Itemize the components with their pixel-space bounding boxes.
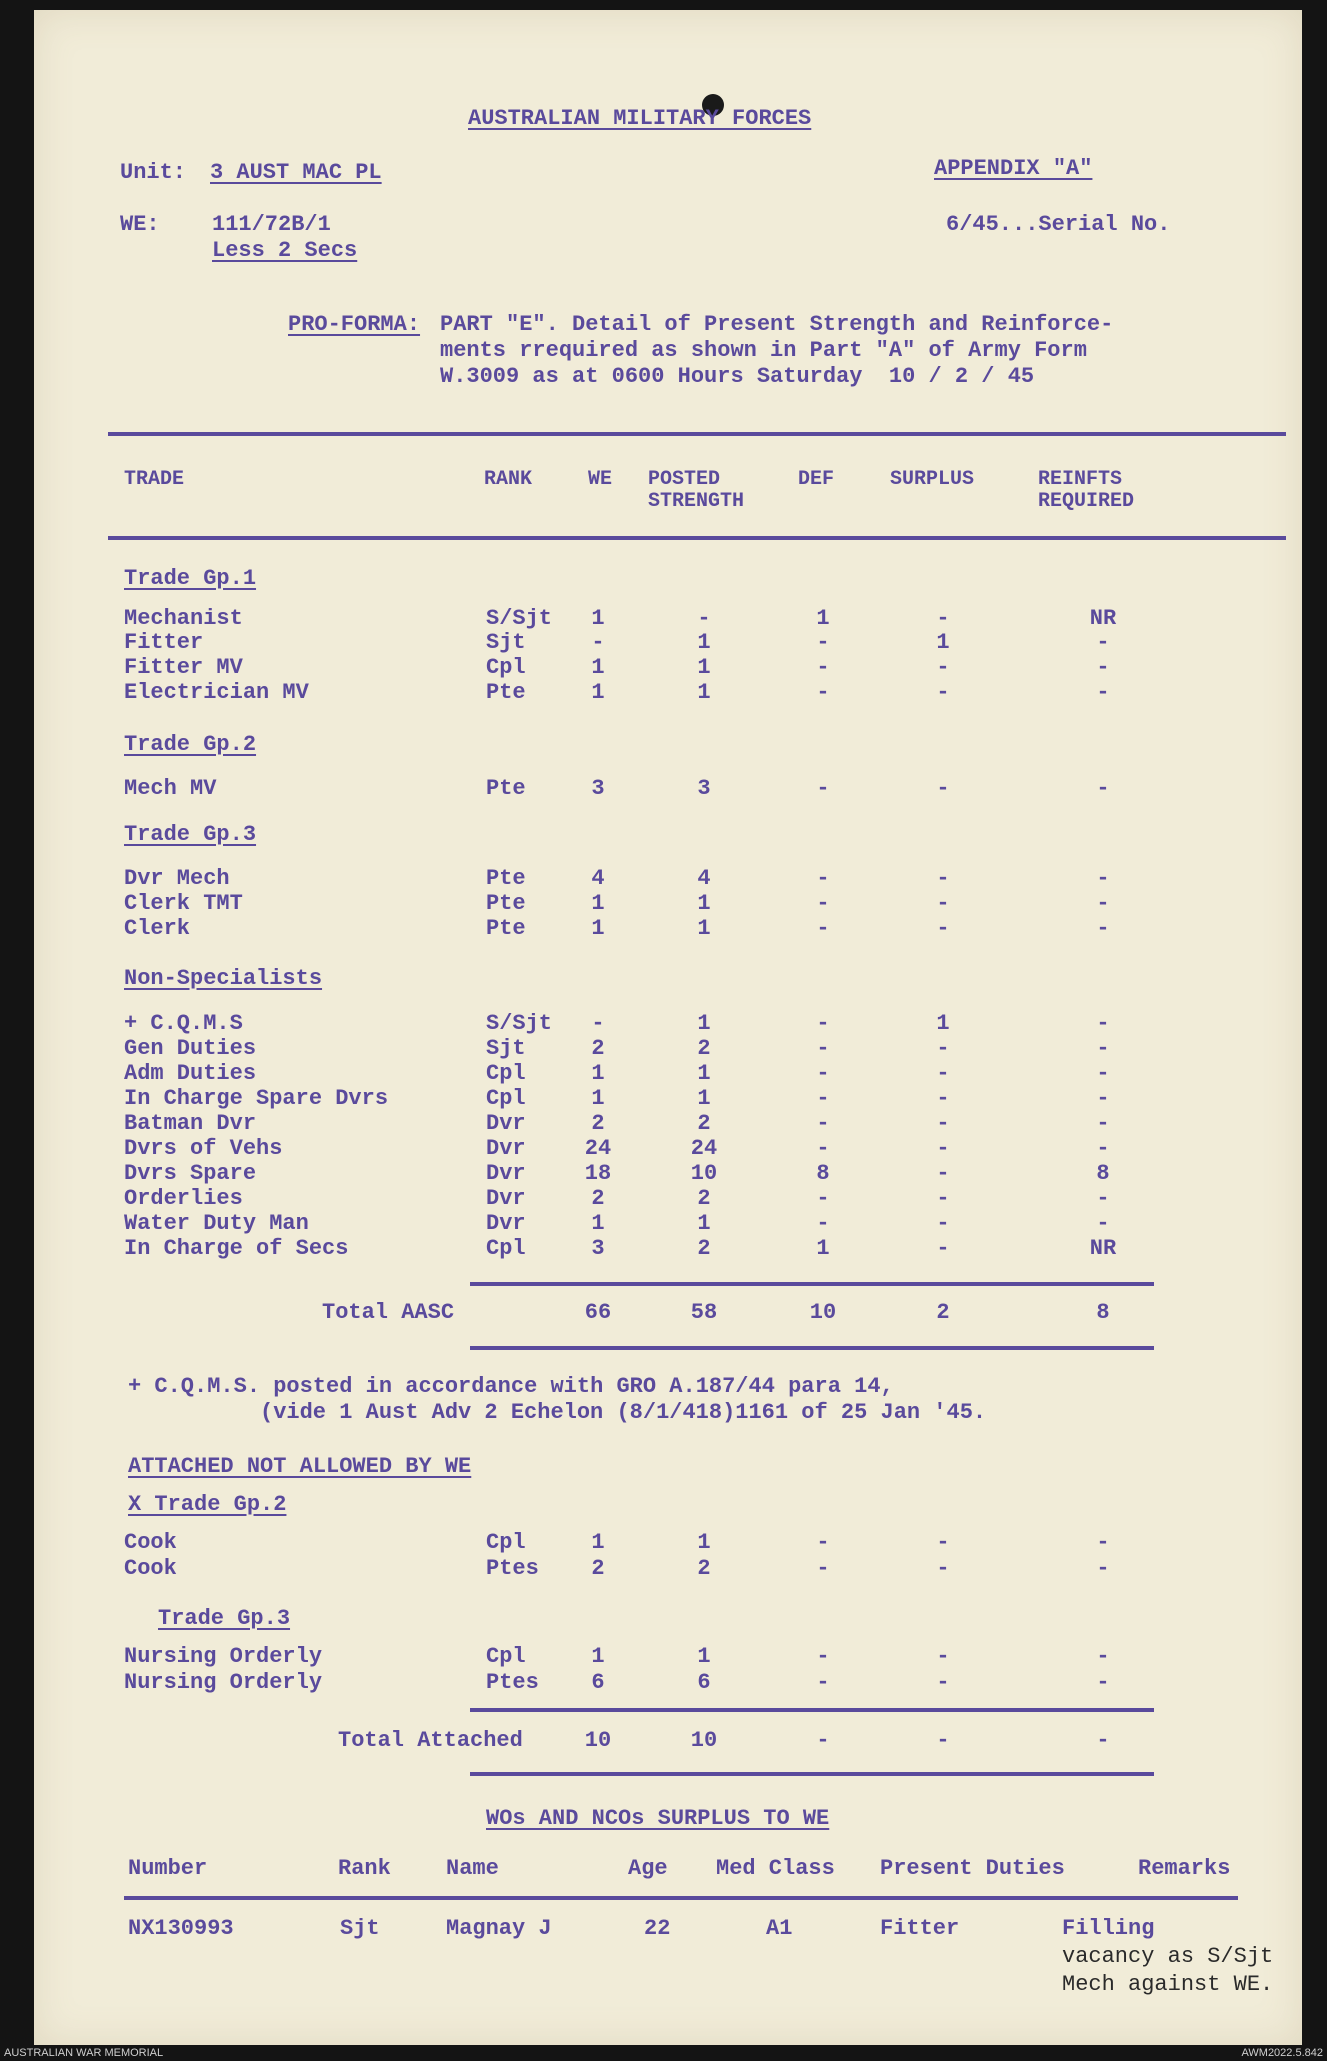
- cell-rank: Pte: [486, 866, 526, 891]
- cell-def: -: [816, 916, 830, 941]
- surplus-header-2: Name: [446, 1856, 499, 1881]
- cell-def: -: [816, 1086, 830, 1111]
- cell-posted: 1: [697, 916, 711, 941]
- attached-trade-gp3: Trade Gp.3: [158, 1606, 291, 1631]
- cell-posted: 1: [697, 680, 711, 705]
- total-attached-row: [0, 1728, 1327, 1752]
- cell-reinfts: NR: [1089, 606, 1117, 631]
- cell-surplus: -: [936, 1036, 950, 1061]
- table-row: [0, 916, 1327, 940]
- cell-rank: Pte: [486, 680, 526, 705]
- cell-we: 1: [591, 1644, 605, 1669]
- cell-surplus: -: [936, 1111, 950, 1136]
- cell-surplus: -: [936, 606, 950, 631]
- cell-we: 1: [591, 680, 605, 705]
- table-row: [0, 1136, 1327, 1160]
- cell-posted: 2: [697, 1036, 711, 1061]
- cell-rank: Sjt: [486, 630, 526, 655]
- col-def: DEF: [798, 468, 835, 491]
- cell-posted: 3: [697, 776, 711, 801]
- cell-def: -: [816, 1111, 830, 1136]
- table-row: [0, 1111, 1327, 1135]
- cell-posted: 1: [697, 1644, 711, 1669]
- serial-number: 6/45...Serial No.: [946, 212, 1171, 237]
- cell-rank: Pte: [486, 776, 526, 801]
- total-attached-label: Total Attached: [338, 1728, 523, 1753]
- cell-trade: Mech MV: [124, 776, 217, 801]
- cell-reinfts: -: [1096, 1011, 1110, 1036]
- cell-reinfts: -: [1096, 1036, 1110, 1061]
- table-row: [0, 680, 1327, 704]
- cell-reinfts: -: [1096, 1211, 1110, 1236]
- cell-posted: 1: [697, 630, 711, 655]
- cell-rank: Pte: [486, 891, 526, 916]
- cell-def: -: [816, 655, 830, 680]
- cell-reinfts: -: [1096, 1556, 1110, 1581]
- cell-rank: Cpl: [486, 1236, 526, 1261]
- cell-we: 2: [591, 1186, 605, 1211]
- unit-label: Unit:: [120, 160, 187, 185]
- cell-reinfts: -: [1096, 1061, 1110, 1086]
- footer-left: AUSTRALIAN WAR MEMORIAL: [4, 2047, 164, 2059]
- cell-surplus: -: [936, 1136, 950, 1161]
- table-row: [0, 1186, 1327, 1210]
- table-row: [0, 1556, 1327, 1580]
- total-attached-we: 10: [584, 1728, 612, 1753]
- cell-reinfts: -: [1096, 776, 1110, 801]
- cell-def: -: [816, 891, 830, 916]
- cell-trade: Fitter MV: [124, 655, 243, 680]
- total-aasc-reinfts: 8: [1096, 1300, 1110, 1325]
- cell-posted: 6: [697, 1670, 711, 1695]
- cell-surplus: -: [936, 1670, 950, 1695]
- cell-def: -: [816, 1530, 830, 1555]
- table-row: [0, 1211, 1327, 1235]
- cell-trade: Adm Duties: [124, 1061, 257, 1086]
- cell-posted: 2: [697, 1556, 711, 1581]
- cell-rank: Dvr: [486, 1111, 526, 1136]
- table-row: [0, 630, 1327, 654]
- attached-rule-bottom: [470, 1772, 1154, 1776]
- cell-we: 1: [591, 916, 605, 941]
- total-rule-top: [470, 1282, 1154, 1286]
- cell-reinfts: -: [1096, 916, 1110, 941]
- unit-value: 3 AUST MAC PL: [210, 160, 382, 185]
- cell-we: 24: [584, 1136, 612, 1161]
- cell-surplus: -: [936, 1211, 950, 1236]
- table-row: [0, 1644, 1327, 1668]
- cell-rank: Cpl: [486, 1644, 526, 1669]
- cell-rank: Dvr: [486, 1211, 526, 1236]
- cell-reinfts: -: [1096, 680, 1110, 705]
- proforma-line-1: PART "E". Detail of Present Strength and Reinforce-: [440, 312, 1114, 337]
- cell-rank: Cpl: [486, 1086, 526, 1111]
- we-label: WE:: [120, 212, 160, 237]
- cell-surplus: -: [936, 1530, 950, 1555]
- cell-trade: Mechanist: [124, 606, 243, 631]
- cell-we: 2: [591, 1556, 605, 1581]
- header-rule-bottom: [108, 536, 1286, 540]
- group-heading-trade-gp1: Trade Gp.1: [124, 566, 257, 591]
- total-aasc-row: [0, 1300, 1327, 1324]
- table-row: [0, 655, 1327, 679]
- surplus-number: NX130993: [128, 1916, 234, 1941]
- cell-posted: 1: [697, 1530, 711, 1555]
- surplus-section-title: WOs AND NCOs SURPLUS TO WE: [486, 1806, 830, 1831]
- cell-reinfts: -: [1096, 1670, 1110, 1695]
- col-trade: TRADE: [124, 468, 185, 491]
- total-aasc-we: 66: [584, 1300, 612, 1325]
- cell-def: -: [816, 680, 830, 705]
- cell-posted: 2: [697, 1236, 711, 1261]
- table-row: [0, 1086, 1327, 1110]
- table-row: [0, 606, 1327, 630]
- surplus-header-6: Remarks: [1138, 1856, 1231, 1881]
- cell-def: 8: [816, 1161, 830, 1186]
- cell-trade: Gen Duties: [124, 1036, 257, 1061]
- cell-surplus: -: [936, 1161, 950, 1186]
- surplus-remarks-1: Filling: [1062, 1916, 1155, 1941]
- cell-surplus: 1: [936, 1011, 950, 1036]
- surplus-header-0: Number: [128, 1856, 208, 1881]
- cell-reinfts: -: [1096, 866, 1110, 891]
- cell-we: 4: [591, 866, 605, 891]
- cell-trade: In Charge of Secs: [124, 1236, 349, 1261]
- cell-rank: S/Sjt: [486, 606, 553, 631]
- cell-posted: 2: [697, 1186, 711, 1211]
- cell-we: 1: [591, 655, 605, 680]
- cell-trade: Cook: [124, 1556, 177, 1581]
- cell-def: -: [816, 1061, 830, 1086]
- cell-trade: Dvr Mech: [124, 866, 230, 891]
- cell-we: 3: [591, 776, 605, 801]
- cell-reinfts: 8: [1096, 1161, 1110, 1186]
- cell-reinfts: -: [1096, 1644, 1110, 1669]
- we-value: 111/72B/1: [212, 212, 331, 237]
- cell-trade: Nursing Orderly: [124, 1644, 323, 1669]
- col-we: WE: [588, 468, 613, 491]
- cell-def: -: [816, 1036, 830, 1061]
- total-aasc-def: 10: [809, 1300, 837, 1325]
- table-row: [0, 1161, 1327, 1185]
- cell-def: 1: [816, 1236, 830, 1261]
- col-posted-1: POSTED: [648, 468, 721, 491]
- attached-title: ATTACHED NOT ALLOWED BY WE: [128, 1454, 472, 1479]
- cell-we: 1: [591, 1530, 605, 1555]
- cell-posted: 24: [690, 1136, 718, 1161]
- cell-we: 18: [584, 1161, 612, 1186]
- cell-trade: In Charge Spare Dvrs: [124, 1086, 389, 1111]
- cell-trade: Water Duty Man: [124, 1211, 309, 1236]
- total-attached-surplus: -: [936, 1728, 950, 1753]
- surplus-rank: Sjt: [340, 1916, 380, 1941]
- total-attached-posted: 10: [690, 1728, 718, 1753]
- total-attached-def: -: [816, 1728, 830, 1753]
- cell-rank: Cpl: [486, 1061, 526, 1086]
- note-line-1: + C.Q.M.S. posted in accordance with GRO A.187/44 para 14,: [128, 1374, 894, 1399]
- proforma-line-2: ments rrequired as shown in Part "A" of Army Form: [440, 338, 1087, 363]
- cell-surplus: -: [936, 916, 950, 941]
- table-row: [0, 1236, 1327, 1260]
- cell-posted: 1: [697, 1061, 711, 1086]
- proforma-line-3: W.3009 as at 0600 Hours Saturday 10 / 2 / 45: [440, 364, 1035, 389]
- cell-reinfts: -: [1096, 1186, 1110, 1211]
- cell-trade: Cook: [124, 1530, 177, 1555]
- table-row: [0, 1530, 1327, 1554]
- surplus-header-4: Med Class: [716, 1856, 835, 1881]
- note-line-2: (vide 1 Aust Adv 2 Echelon (8/1/418)1161 of 25 Jan '45.: [260, 1400, 987, 1425]
- cell-rank: Cpl: [486, 655, 526, 680]
- cell-posted: 4: [697, 866, 711, 891]
- cell-def: -: [816, 866, 830, 891]
- cell-rank: Ptes: [486, 1556, 539, 1581]
- table-row: [0, 891, 1327, 915]
- cell-rank: Dvr: [486, 1136, 526, 1161]
- we-value-secondary: Less 2 Secs: [212, 238, 358, 263]
- total-rule-bottom: [470, 1346, 1154, 1350]
- cell-def: -: [816, 1011, 830, 1036]
- cell-reinfts: -: [1096, 1530, 1110, 1555]
- group-heading-non-specialists: Non-Specialists: [124, 966, 323, 991]
- cell-posted: 1: [697, 1011, 711, 1036]
- cell-reinfts: -: [1096, 891, 1110, 916]
- col-posted-2: STRENGTH: [648, 490, 745, 513]
- cell-we: 1: [591, 891, 605, 916]
- cell-we: -: [591, 630, 605, 655]
- cell-rank: S/Sjt: [486, 1011, 553, 1036]
- cell-def: -: [816, 776, 830, 801]
- cell-surplus: -: [936, 1236, 950, 1261]
- cell-def: -: [816, 630, 830, 655]
- cell-posted: 1: [697, 891, 711, 916]
- surplus-age: 22: [644, 1916, 671, 1941]
- cell-surplus: -: [936, 1061, 950, 1086]
- cell-we: 2: [591, 1111, 605, 1136]
- header-rule-top: [108, 432, 1286, 436]
- proforma-label: PRO-FORMA:: [288, 312, 421, 337]
- cell-trade: + C.Q.M.S: [124, 1011, 243, 1036]
- surplus-present-duties: Fitter: [880, 1916, 960, 1941]
- cell-rank: Sjt: [486, 1036, 526, 1061]
- cell-trade: Electrician MV: [124, 680, 309, 705]
- cell-surplus: -: [936, 1186, 950, 1211]
- cell-def: -: [816, 1136, 830, 1161]
- cell-reinfts: -: [1096, 1136, 1110, 1161]
- cell-rank: Dvr: [486, 1186, 526, 1211]
- surplus-remarks-2: vacancy as S/Sjt: [1062, 1944, 1274, 1969]
- cell-surplus: -: [936, 655, 950, 680]
- cell-reinfts: -: [1096, 655, 1110, 680]
- table-row: [0, 1670, 1327, 1694]
- cell-posted: -: [697, 606, 711, 631]
- surplus-med-class: A1: [766, 1916, 793, 1941]
- total-aasc-label: Total AASC: [322, 1300, 455, 1325]
- cell-posted: 10: [690, 1161, 718, 1186]
- cell-trade: Batman Dvr: [124, 1111, 257, 1136]
- document-title: AUSTRALIAN MILITARY FORCES: [468, 106, 812, 131]
- col-surplus: SURPLUS: [890, 468, 975, 491]
- cell-posted: 1: [697, 1211, 711, 1236]
- footer-right: AWM2022.5.842: [1241, 2047, 1323, 2059]
- group-heading-trade-gp2: Trade Gp.2: [124, 732, 257, 757]
- appendix-label: APPENDIX "A": [934, 156, 1093, 181]
- cell-surplus: -: [936, 1644, 950, 1669]
- cell-surplus: -: [936, 776, 950, 801]
- cell-posted: 2: [697, 1111, 711, 1136]
- cell-def: -: [816, 1556, 830, 1581]
- cell-def: 1: [816, 606, 830, 631]
- cell-trade: Fitter: [124, 630, 204, 655]
- table-row: [0, 776, 1327, 800]
- total-attached-reinfts: -: [1096, 1728, 1110, 1753]
- cell-trade: Nursing Orderly: [124, 1670, 323, 1695]
- cell-trade: Dvrs Spare: [124, 1161, 257, 1186]
- col-rank: RANK: [484, 468, 533, 491]
- surplus-header-3: Age: [628, 1856, 668, 1881]
- group-heading-trade-gp3: Trade Gp.3: [124, 822, 257, 847]
- surplus-header-1: Rank: [338, 1856, 391, 1881]
- cell-def: -: [816, 1670, 830, 1695]
- cell-reinfts: -: [1096, 630, 1110, 655]
- col-reinfts-2: REQUIRED: [1038, 490, 1135, 513]
- cell-surplus: -: [936, 1556, 950, 1581]
- cell-we: 1: [591, 1086, 605, 1111]
- cell-rank: Cpl: [486, 1530, 526, 1555]
- table-row: [0, 1011, 1327, 1035]
- cell-we: 3: [591, 1236, 605, 1261]
- table-row: [0, 866, 1327, 890]
- surplus-name: Magnay J: [446, 1916, 552, 1941]
- cell-we: -: [591, 1011, 605, 1036]
- cell-trade: Orderlies: [124, 1186, 243, 1211]
- cell-we: 1: [591, 1211, 605, 1236]
- cell-rank: Pte: [486, 916, 526, 941]
- total-aasc-posted: 58: [690, 1300, 718, 1325]
- cell-reinfts: -: [1096, 1111, 1110, 1136]
- cell-reinfts: NR: [1089, 1236, 1117, 1261]
- cell-surplus: -: [936, 680, 950, 705]
- cell-def: -: [816, 1186, 830, 1211]
- cell-surplus: -: [936, 1086, 950, 1111]
- cell-we: 2: [591, 1036, 605, 1061]
- surplus-header-rule: [124, 1896, 1238, 1900]
- cell-posted: 1: [697, 1086, 711, 1111]
- cell-we: 1: [591, 606, 605, 631]
- cell-posted: 1: [697, 655, 711, 680]
- cell-rank: Ptes: [486, 1670, 539, 1695]
- table-row: [0, 1061, 1327, 1085]
- cell-trade: Clerk: [124, 916, 191, 941]
- cell-surplus: 1: [936, 630, 950, 655]
- cell-def: -: [816, 1644, 830, 1669]
- cell-surplus: -: [936, 866, 950, 891]
- cell-rank: Dvr: [486, 1161, 526, 1186]
- cell-trade: Dvrs of Vehs: [124, 1136, 283, 1161]
- cell-we: 6: [591, 1670, 605, 1695]
- cell-trade: Clerk TMT: [124, 891, 243, 916]
- col-reinfts-1: REINFTS: [1038, 468, 1123, 491]
- cell-we: 1: [591, 1061, 605, 1086]
- cell-def: -: [816, 1211, 830, 1236]
- table-row: [0, 1036, 1327, 1060]
- cell-surplus: -: [936, 891, 950, 916]
- cell-reinfts: -: [1096, 1086, 1110, 1111]
- attached-rule-top: [470, 1708, 1154, 1712]
- surplus-header-5: Present Duties: [880, 1856, 1065, 1881]
- total-aasc-surplus: 2: [936, 1300, 950, 1325]
- attached-trade-gp2: X Trade Gp.2: [128, 1492, 287, 1517]
- surplus-remarks-3: Mech against WE.: [1062, 1972, 1274, 1997]
